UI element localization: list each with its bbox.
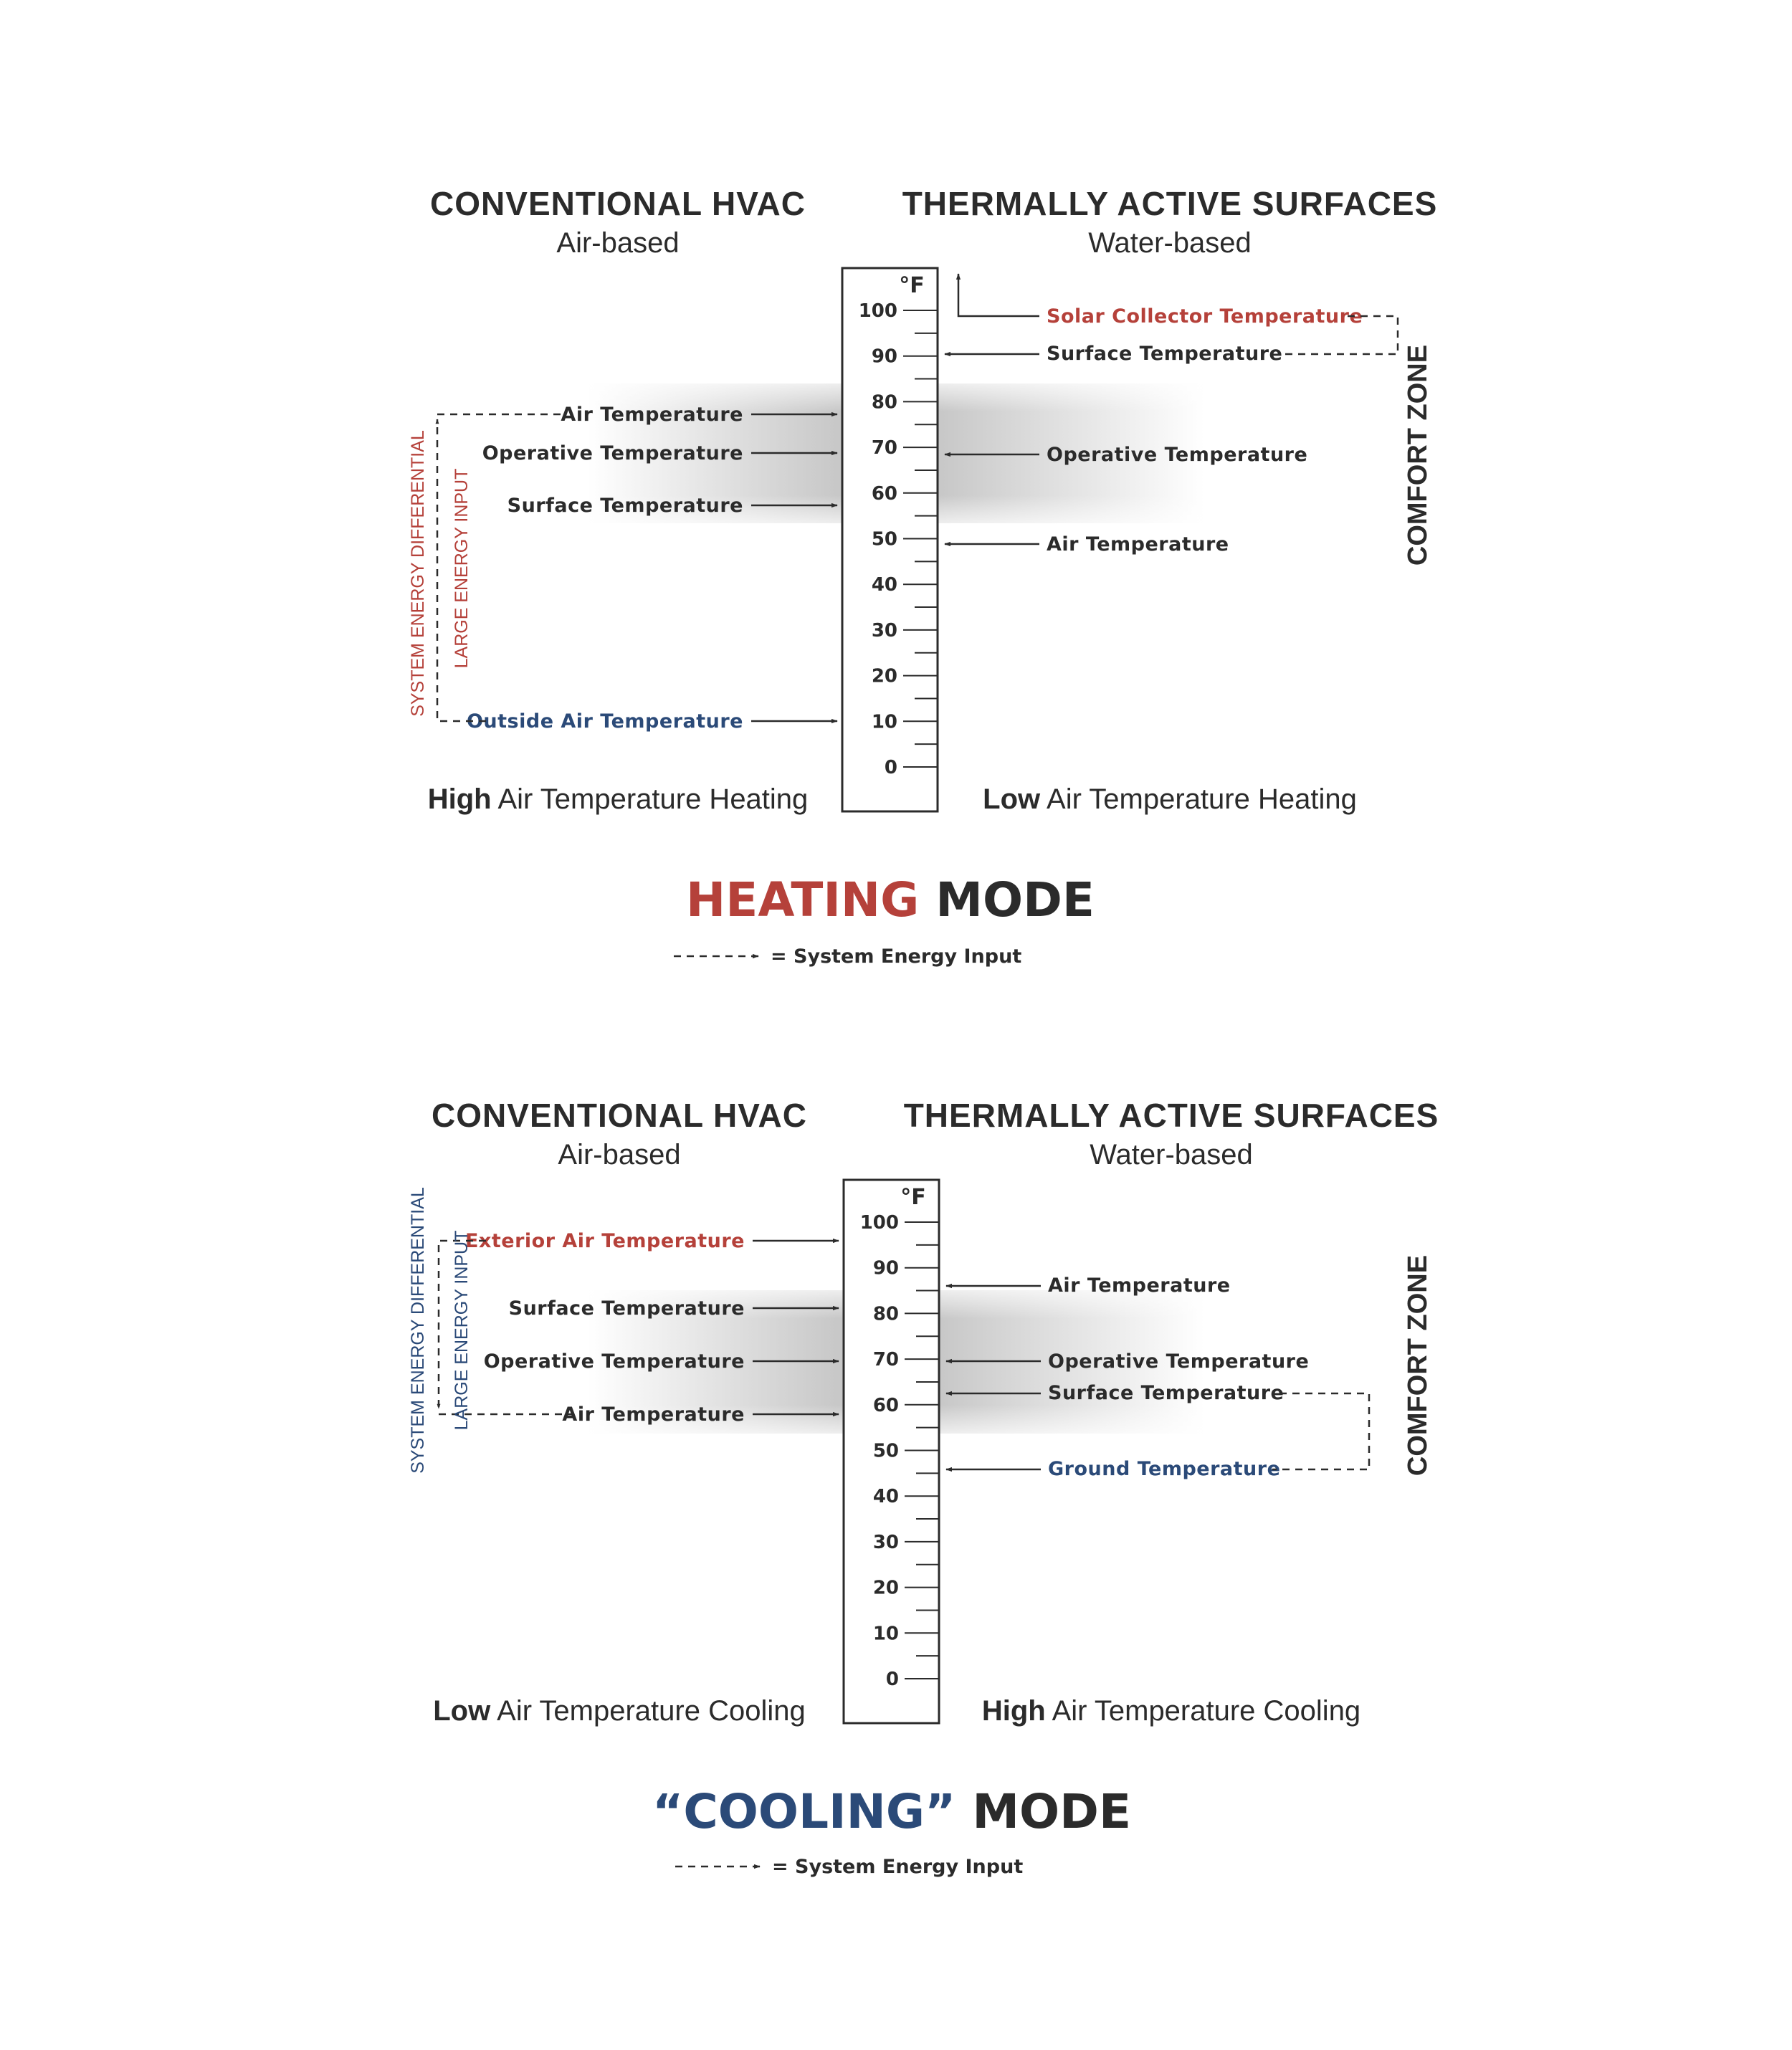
cooling-left-air-temperature: Air Temperature [562,1403,745,1426]
scale-tick-label: 40 [872,1486,899,1508]
heating-left-title: CONVENTIONAL HVAC [430,185,806,222]
cooling-comfort-zone-label: COMFORT ZONE [1403,1254,1433,1477]
cooling-ground-bracket [1272,1393,1369,1469]
scale-tick-label: 100 [858,300,897,322]
heating-right-title: THERMALLY ACTIVE SURFACES [902,185,1438,222]
scale-tick-label: 90 [871,345,897,368]
heating-right-surface-temperature: Surface Temperature [1047,343,1283,365]
heating-right-solar-collector-temperature: Solar Collector Temperature [1047,305,1363,328]
heating-left-operative-temperature: Operative Temperature [482,442,743,464]
cooling-left-footer: Low Air Temperature Cooling [433,1695,806,1727]
scale-tick-label: 30 [871,619,897,642]
heating-system-energy-differential-label: SYSTEM ENERGY DIFFERENTIAL [408,430,428,717]
cooling-mode-title: “COOLING” MODE [652,1784,1132,1839]
cooling-left-title: CONVENTIONAL HVAC [432,1097,807,1134]
heating-right-footer: Low Air Temperature Heating [983,783,1357,815]
cooling-left-surface-temperature: Surface Temperature [508,1297,745,1320]
cooling-right-footer: High Air Temperature Cooling [981,1695,1361,1727]
cooling-right-ground-temperature: Ground Temperature [1048,1458,1281,1480]
heating-large-energy-input-label: LARGE ENERGY INPUT [452,468,472,669]
scale-tick-label: 20 [872,1577,899,1599]
heating-panel [408,185,1437,968]
cooling-system-energy-differential-label: SYSTEM ENERGY DIFFERENTIAL [408,1187,428,1474]
scale-tick-label: 40 [871,574,897,596]
scale-tick-label: 60 [871,482,897,505]
scale-tick-label: 80 [872,1303,899,1325]
cooling-left-subtitle: Air-based [558,1139,681,1171]
cooling-right-surface-temperature: Surface Temperature [1048,1382,1285,1404]
heating-left-surface-temperature: Surface Temperature [507,495,743,517]
heating-left-outside-air-temperature: Outside Air Temperature [466,710,743,733]
heating-right-subtitle: Water-based [1088,227,1252,259]
cooling-legend-text: = System Energy Input [772,1856,1024,1878]
heating-left-air-temperature: Air Temperature [561,404,743,426]
cooling-large-energy-input-label: LARGE ENERGY INPUT [452,1230,472,1431]
heating-unit-label: °F [899,273,925,298]
scale-tick-label: 10 [871,711,897,733]
cooling-right-subtitle: Water-based [1090,1139,1253,1171]
scale-tick-label: 10 [872,1623,899,1645]
heating-left-footer: High Air Temperature Heating [427,783,809,815]
cooling-right-air-temperature: Air Temperature [1048,1274,1231,1297]
scale-tick-label: 30 [872,1531,899,1553]
scale-tick-label: 0 [884,757,897,778]
scale-tick-label: 70 [872,1349,899,1371]
scale-tick-label: 80 [871,391,897,414]
heating-left-subtitle: Air-based [556,227,680,259]
heating-comfort-zone-label: COMFORT ZONE [1403,344,1433,566]
cooling-left-exterior-air-temperature: Exterior Air Temperature [465,1230,745,1252]
scale-tick-label: 90 [872,1257,899,1279]
scale-tick-label: 50 [871,528,897,550]
cooling-right-title: THERMALLY ACTIVE SURFACES [903,1097,1439,1134]
heating-mode-title: HEATING MODE [686,872,1095,928]
scale-tick-label: 100 [859,1212,899,1234]
cooling-left-operative-temperature: Operative Temperature [483,1350,745,1373]
scale-tick-label: 70 [871,437,897,459]
scale-tick-label: 60 [872,1394,899,1416]
scale-tick-label: 50 [872,1440,899,1462]
cooling-right-operative-temperature: Operative Temperature [1048,1350,1310,1373]
heating-right-solar-arrow [958,274,1039,316]
heating-right-operative-temperature: Operative Temperature [1047,444,1308,466]
cooling-unit-label: °F [900,1185,926,1210]
heating-right-air-temperature: Air Temperature [1047,533,1229,556]
cooling-panel [408,1097,1439,1878]
scale-tick-label: 0 [885,1669,899,1690]
scale-tick-label: 20 [871,665,897,687]
heating-legend-text: = System Energy Input [771,945,1022,968]
